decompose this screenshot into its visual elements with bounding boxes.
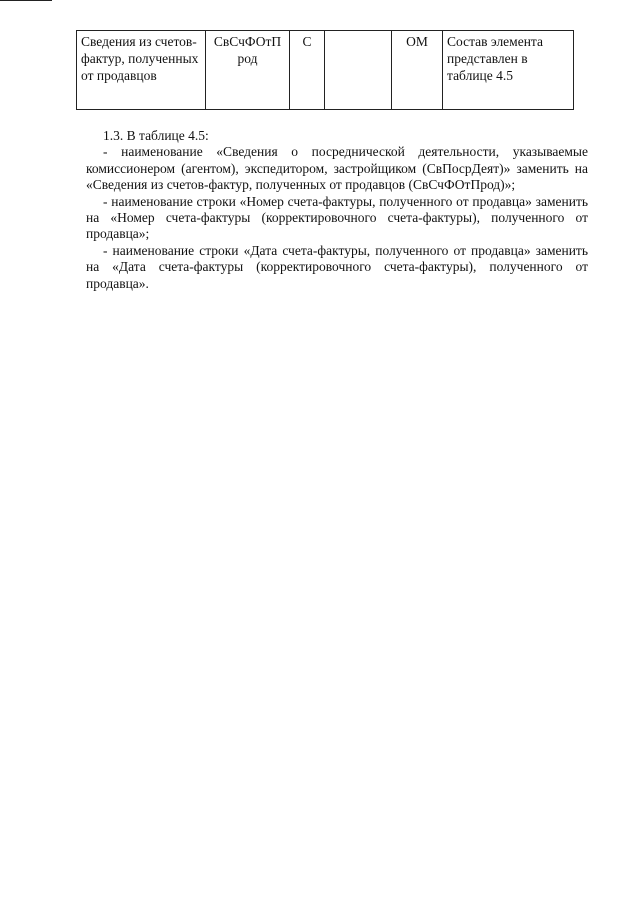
cell-element-format bbox=[325, 31, 392, 110]
amendment-item: - наименование строки «Дата счета-фактуры, полученного от продавца» заменить на «Дата счета-фактуры (корректировочного счета-фактуры), полученного от продавца». bbox=[86, 242, 588, 291]
table-row bbox=[77, 31, 574, 110]
section-heading: 1.3. В таблице 4.5: bbox=[103, 128, 209, 143]
cell-element-required: ОМ bbox=[392, 31, 443, 110]
amendment-item: - наименование строки «Номер счета-фактуры, полученного от продавца» заменить на «Номер счета-фактуры (корректировочного счета-фактуры), полученного от продавца»; bbox=[86, 193, 588, 242]
element-table bbox=[76, 30, 574, 110]
cell-element-note: Состав элемента представлен в таблице 4.5 bbox=[443, 31, 574, 110]
cell-element-code: СвСчФОтП род bbox=[206, 31, 290, 110]
cell-element-name: Сведения из счетов-фактур, полученных от продавцов bbox=[77, 31, 206, 110]
top-rule-divider bbox=[0, 0, 52, 1]
amendment-text bbox=[86, 128, 588, 292]
amendment-item: - наименование «Сведения о посреднической деятельности, указываемые комиссионером (агентом), экспедитором, застройщиком (СвПосрДеят)» заменить на «Сведения из счетов-фактур, полученных от продавцов (СвСчФОтПрод)»; bbox=[86, 144, 588, 193]
cell-element-type: С bbox=[290, 31, 325, 110]
